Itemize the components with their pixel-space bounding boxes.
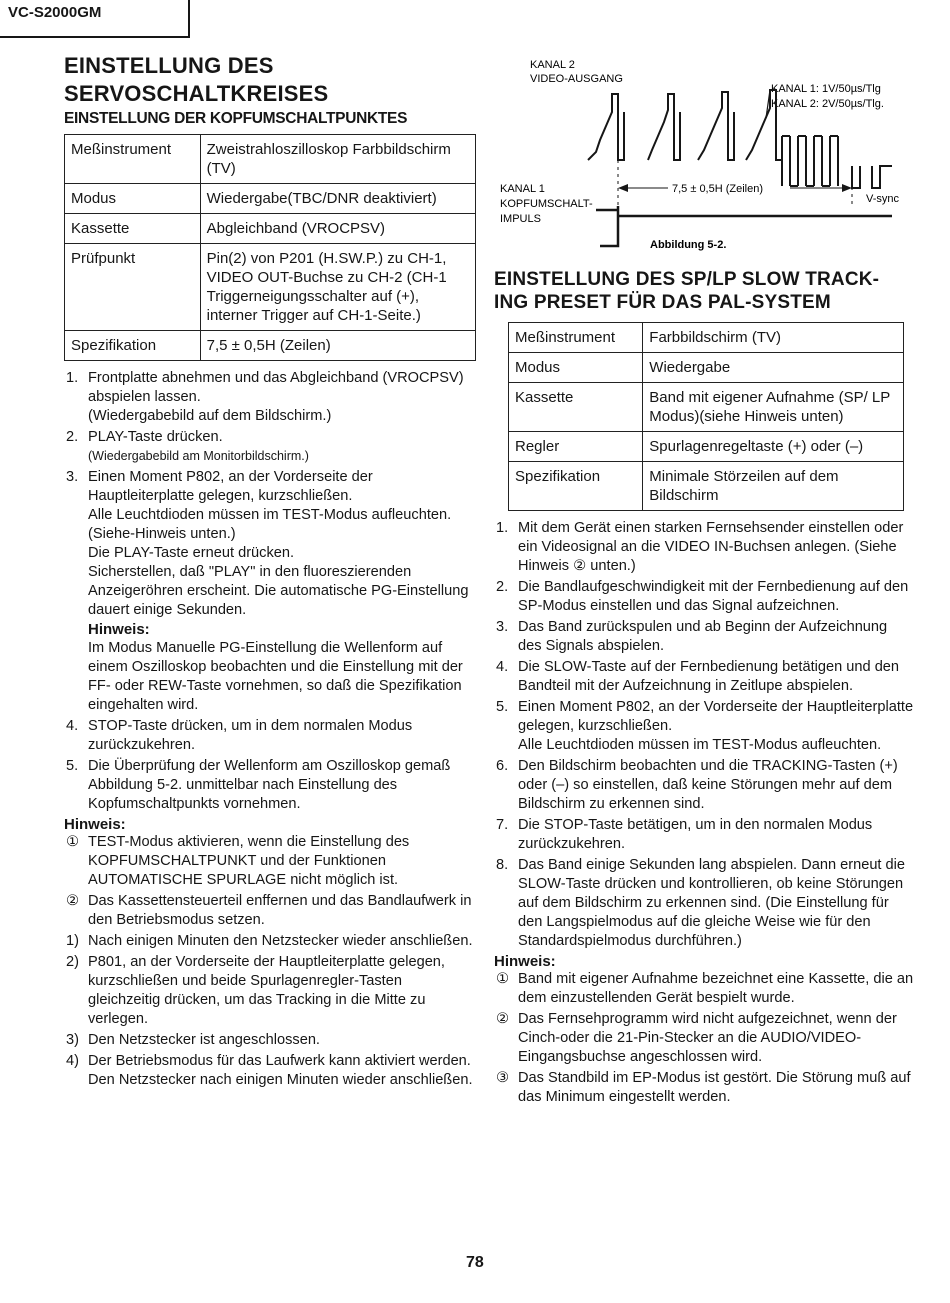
step-text: Die PLAY-Taste erneut drücken. (88, 545, 295, 561)
hint-heading: Hinweis: (64, 816, 126, 833)
list-item (494, 698, 914, 755)
note-number: ① (496, 971, 510, 987)
table-value: Spurlagenregeltaste (+) oder (–) (643, 432, 904, 462)
list-item (64, 757, 476, 814)
list-item (494, 658, 914, 696)
table-row (65, 184, 476, 214)
step-number: 4. (496, 659, 509, 675)
list-item (64, 1052, 476, 1090)
hint-heading: Hinweis: (494, 953, 556, 970)
right-column (494, 268, 914, 1109)
table-row (509, 353, 904, 383)
figure-label-spacing: 7,5 ± 0,5H (Zeilen) (672, 183, 764, 195)
step-text: Das Band einige Sekunden lang abspielen. Dann erneut die SLOW-Taste drücken und kontrollieren, ob keine Störungen auf dem Bildschirm zu erkennen sind. (Die Einstellung für den Langspielmodus auf die gleiche Weise wie für den Standardspielmodus durchführen.) (518, 857, 906, 949)
step-text: Einen Moment P802, an der Vorderseite der Hauptleiterplatte gelegen, kurzschließen. (518, 699, 914, 734)
step-text: Die STOP-Taste betätigen, um in den normalen Modus zurückzukehren. (518, 817, 873, 852)
step-text: Das Band zurückspulen und ab Beginn der Aufzeichnung des Signals abspielen. (518, 619, 888, 654)
subtitle-kopfumschalt: EINSTELLUNG DER KOPFUMSCHALTPUNKTES (64, 110, 408, 127)
figure-label-kanal1-line2: KOPFUMSCHALT- (500, 198, 593, 210)
list-item (494, 519, 914, 576)
table-key: Kassette (509, 383, 643, 432)
table-row (65, 214, 476, 244)
note-text: Den Netzstecker ist angeschlossen. (88, 1032, 320, 1048)
list-item (64, 892, 476, 930)
list-item (494, 816, 914, 854)
step-text: Die SLOW-Taste auf der Fernbedienung betätigen und den Bandteil mit der Aufzeichnung in Zeitlupe abspielen. (518, 659, 900, 694)
step-text: Mit dem Gerät einen starken Fernsehsender einstellen oder ein Videosignal an die VIDEO IN-Buchsen anlegen. (Siehe Hinweis ② unten.) (518, 520, 904, 574)
step-number: 2. (66, 429, 79, 445)
step-number: 8. (496, 857, 509, 873)
table-key: Regler (509, 432, 643, 462)
step-text: Alle Leuchtdioden müssen im TEST-Modus aufleuchten. (518, 737, 882, 753)
list-item (64, 468, 476, 715)
step-number: 3. (66, 469, 79, 485)
list-item (64, 369, 476, 426)
table-row (509, 432, 904, 462)
step-number: 7. (496, 817, 509, 833)
table-row (509, 383, 904, 432)
steps-list-right (494, 519, 914, 951)
step-number: 6. (496, 758, 509, 774)
table-row (509, 323, 904, 353)
list-item (494, 1069, 914, 1107)
steps-list-left (64, 369, 476, 814)
step-number: 3. (496, 619, 509, 635)
step-number: 4. (66, 718, 79, 734)
model-header-box (0, 0, 190, 38)
step-text: Im Modus Manuelle PG-Einstellung die Wellenform auf einem Oszilloskop beobachten und die Einstellung mit der FF- oder REW-Taste vornehmen, so daß die Spezifikation eingehalten wird. (88, 640, 463, 713)
step-number: 2. (496, 579, 509, 595)
table-key: Modus (509, 353, 643, 383)
list-item (494, 970, 914, 1008)
step-text: Einen Moment P802, an der Vorderseite der Hauptleiterplatte gelegen, kurzschließen. (88, 469, 373, 504)
arrowhead-left-icon (618, 184, 628, 192)
table-value: 7,5 ± 0,5H (Zeilen) (200, 331, 475, 361)
section-title-sp-lp (494, 268, 914, 314)
list-item (64, 953, 476, 1029)
step-text: (Wiedergabebild auf dem Bildschirm.) (88, 408, 332, 424)
note-number: 2) (66, 954, 79, 970)
list-item (64, 833, 476, 890)
note-text: Das Kassettensteuerteil enffernen und das Bandlaufwerk in den Betriebsmodus setzen. (88, 893, 472, 928)
list-item (64, 717, 476, 755)
table-row (509, 462, 904, 511)
figure-label-kanal1-line1: KANAL 1 (500, 183, 545, 195)
table-row (65, 244, 476, 331)
arrowhead-right-icon (842, 184, 852, 192)
table-value: Wiedergabe (643, 353, 904, 383)
hint-heading: Hinweis: (88, 621, 150, 638)
step-number: 5. (496, 699, 509, 715)
note-number: 4) (66, 1053, 79, 1069)
notes-list-right (494, 970, 914, 1107)
step-text: Die Bandlaufgeschwindigkeit mit der Fernbedienung auf den SP-Modus einstellen und das Signal aufzeichnen. (518, 579, 909, 614)
note-number: ① (66, 834, 80, 850)
note-text: Das Standbild im EP-Modus ist gestört. Die Störung muß auf das Minimum eingestellt werden. (518, 1070, 911, 1105)
model-number: VC-S2000GM (8, 4, 102, 21)
note-text: P801, an der Vorderseite der Hauptleiterplatte gelegen, kurzschließen und beide Spurlagenregler-Tasten gleichzeitig drücken, um das Tracking in die Mitte zu verlegen. (88, 954, 445, 1027)
note-text: Band mit eigener Aufnahme bezeichnet eine Kassette, die an dem einzustellenden Gerät bespielt wurde. (518, 971, 914, 1006)
note-text: Das Fernsehprogramm wird nicht aufgezeichnet, wenn der Cinch-oder die 21-Pin-Stecker an die AUDIO/VIDEO-Eingangsbuchse angeschlossen wird. (518, 1011, 897, 1065)
figure-label-vsync: V-sync (866, 193, 900, 205)
note-text: Der Betriebsmodus für das Laufwerk kann aktiviert werden. (88, 1053, 471, 1069)
step-text: Sicherstellen, daß "PLAY" in den fluoreszierenden Anzeigeröhren erscheint. Die automatische PG-Einstellung dauert einige Sekunden. (88, 564, 469, 618)
list-item (64, 428, 476, 466)
table-value: Minimale Störzeilen auf dem Bildschirm (643, 462, 904, 511)
note-number: ② (66, 893, 80, 909)
table-value: Abgleichband (VROCPSV) (200, 214, 475, 244)
title-line-2: SERVOSCHALTKREISES (64, 81, 329, 106)
figure-label-kanal2-scale: KANAL 2: 2V/50µs/Tlg. (771, 98, 884, 110)
list-item (494, 618, 914, 656)
channel1-pulse-waveform (596, 206, 892, 246)
list-item (494, 578, 914, 616)
table-value: Zweistrahloszilloskop Farbbildschirm (TV) (200, 135, 475, 184)
step-text: Den Bildschirm beobachten und die TRACKING-Tasten (+) oder (–) so einstellen, daß keine Störungen mehr auf dem Bildschirm zu erkennen sind. (518, 758, 898, 812)
table-row (65, 135, 476, 184)
table-key: Meßinstrument (509, 323, 643, 353)
note-text: Den Netzstecker nach einigen Minuten wieder anschließen. (88, 1072, 473, 1088)
left-column (64, 52, 476, 1092)
list-item (64, 932, 476, 951)
note-number: 1) (66, 933, 79, 949)
figure-label-kanal1-line3: IMPULS (500, 213, 541, 225)
spec-table-right (508, 322, 904, 511)
list-item (494, 1010, 914, 1067)
step-text: Die Überprüfung der Wellenform am Oszilloskop gemaß Abbildung 5-2. unmittelbar nach Einstellung des Kopfumschaltpunkts vornehmen. (88, 758, 451, 812)
step-text: STOP-Taste drücken, um in dem normalen Modus zurückzukehren. (88, 718, 413, 753)
table-key: Modus (65, 184, 201, 214)
list-item (494, 856, 914, 951)
note-number: ② (496, 1011, 510, 1027)
table-key: Meßinstrument (65, 135, 201, 184)
figure-label-kanal1-scale: KANAL 1: 1V/50µs/Tlg (771, 83, 881, 95)
table-value: Pin(2) von P201 (H.SW.P.) zu CH-1, VIDEO OUT-Buchse zu CH-2 (CH-1 Triggerneigungsschalter auf (+), interner Trigger auf CH-1-Seite.) (200, 244, 475, 331)
list-item (64, 1031, 476, 1050)
title-line-1: EINSTELLUNG DES SP/LP SLOW TRACK- (494, 269, 880, 290)
table-key: Prüfpunkt (65, 244, 201, 331)
figure-label-kanal2-line1: KANAL 2 (530, 59, 575, 71)
table-value: Wiedergabe(TBC/DNR deaktiviert) (200, 184, 475, 214)
step-number: 1. (66, 370, 79, 386)
step-number: 5. (66, 758, 79, 774)
page-number: 78 (466, 1254, 484, 1271)
title-line-2: ING PRESET FÜR DAS PAL-SYSTEM (494, 292, 831, 313)
table-key: Kassette (65, 214, 201, 244)
note-number: ③ (496, 1070, 510, 1086)
step-text: Frontplatte abnehmen und das Abgleichband (VROCPSV) abspielen lassen. (88, 370, 464, 405)
section-title-servo (64, 52, 476, 108)
figure-caption: Abbildung 5-2. (650, 239, 727, 251)
note-text: TEST-Modus aktivieren, wenn die Einstellung des KOPFUMSCHALTPUNKT und der Funktionen AUTOMATISCHE SPURLAGE nicht möglich ist. (88, 834, 410, 888)
notes-list-left (64, 833, 476, 1090)
note-number: 3) (66, 1032, 79, 1048)
table-key: Spezifikation (509, 462, 643, 511)
spec-table-left (64, 134, 476, 361)
note-text: Nach einigen Minuten den Netzstecker wieder anschließen. (88, 933, 473, 949)
figure-label-kanal2-line2: VIDEO-AUSGANG (530, 73, 623, 85)
title-line-1: EINSTELLUNG DES (64, 53, 274, 78)
step-number: 1. (496, 520, 509, 536)
step-text: Alle Leuchtdioden müssen im TEST-Modus aufleuchten. (Siehe-Hinweis unten.) (88, 507, 452, 542)
table-row (65, 331, 476, 361)
table-value: Farbbildschirm (TV) (643, 323, 904, 353)
waveform-figure (500, 56, 920, 256)
table-key: Spezifikation (65, 331, 201, 361)
list-item (494, 757, 914, 814)
step-text: PLAY-Taste drücken. (88, 429, 223, 445)
step-text: (Wiedergabebild am Monitorbildschirm.) (88, 449, 309, 463)
table-value: Band mit eigener Aufnahme (SP/ LP Modus)(siehe Hinweis unten) (643, 383, 904, 432)
